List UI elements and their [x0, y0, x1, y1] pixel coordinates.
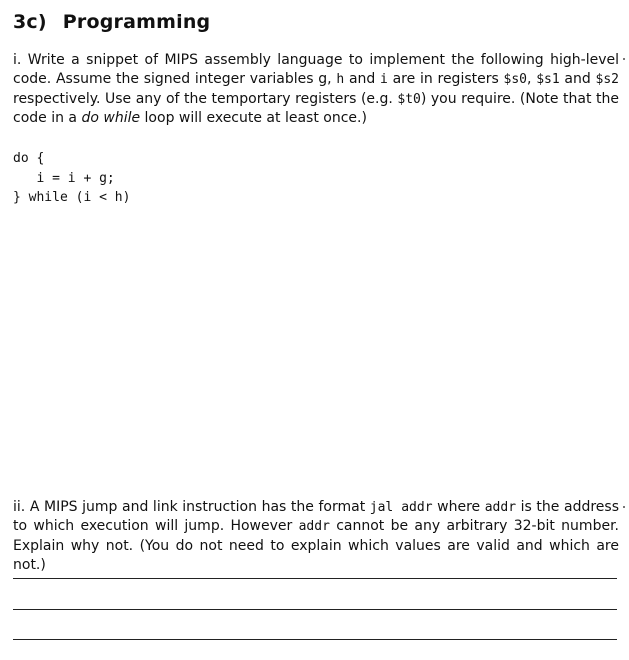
register-t0: $t0 [397, 91, 421, 107]
answer-line[interactable] [13, 578, 617, 579]
code-addr: addr [298, 519, 330, 535]
register-s0: $s0 [503, 72, 527, 88]
answer-line[interactable] [13, 609, 617, 610]
question-text: is the address to which execution will jump. However [13, 499, 619, 535]
question-text: are in registers [387, 71, 504, 88]
question-part-ii [13, 498, 619, 575]
variable-h: h [336, 72, 345, 88]
code-snippet: do { i = i + g; } while (i < h) [13, 151, 131, 205]
question-text: ) you require. (Note that the code in a [13, 90, 619, 126]
section-number: 3c) [13, 11, 47, 33]
question-text: , [327, 71, 337, 88]
variable-g: g [318, 71, 328, 88]
question-text: and [559, 71, 596, 88]
margin-mark [623, 506, 625, 508]
section-heading [13, 11, 210, 33]
question-text: loop will execute at least once.) [140, 109, 367, 126]
question-text: ii. A MIPS jump and link instruction has the format [13, 499, 370, 515]
code-addr: addr [484, 500, 517, 515]
register-s1: $s1 [536, 72, 560, 88]
register-s2: $s2 [595, 72, 619, 88]
question-text: i. Write a snippet of MIPS assembly language to implement the following high-level code. Assume the signed integer variables [13, 52, 619, 88]
variable-i: i [380, 72, 388, 88]
question-text: where [432, 499, 485, 515]
code-jal-addr: jal addr [369, 500, 433, 515]
emphasis-do-while: do while [81, 109, 141, 126]
question-text: respectively. Use any of the temportary registers (e.g. [13, 90, 398, 107]
question-part-i [13, 51, 619, 128]
answer-line[interactable] [13, 639, 617, 640]
margin-mark [623, 58, 625, 60]
question-text: , [527, 71, 537, 88]
question-text: cannot be any arbitrary 32-bit number. Explain why not. (You do not need to explain which values are valid and which are not.) [13, 518, 619, 573]
section-title: Programming [62, 11, 211, 33]
question-text: and [344, 71, 381, 88]
